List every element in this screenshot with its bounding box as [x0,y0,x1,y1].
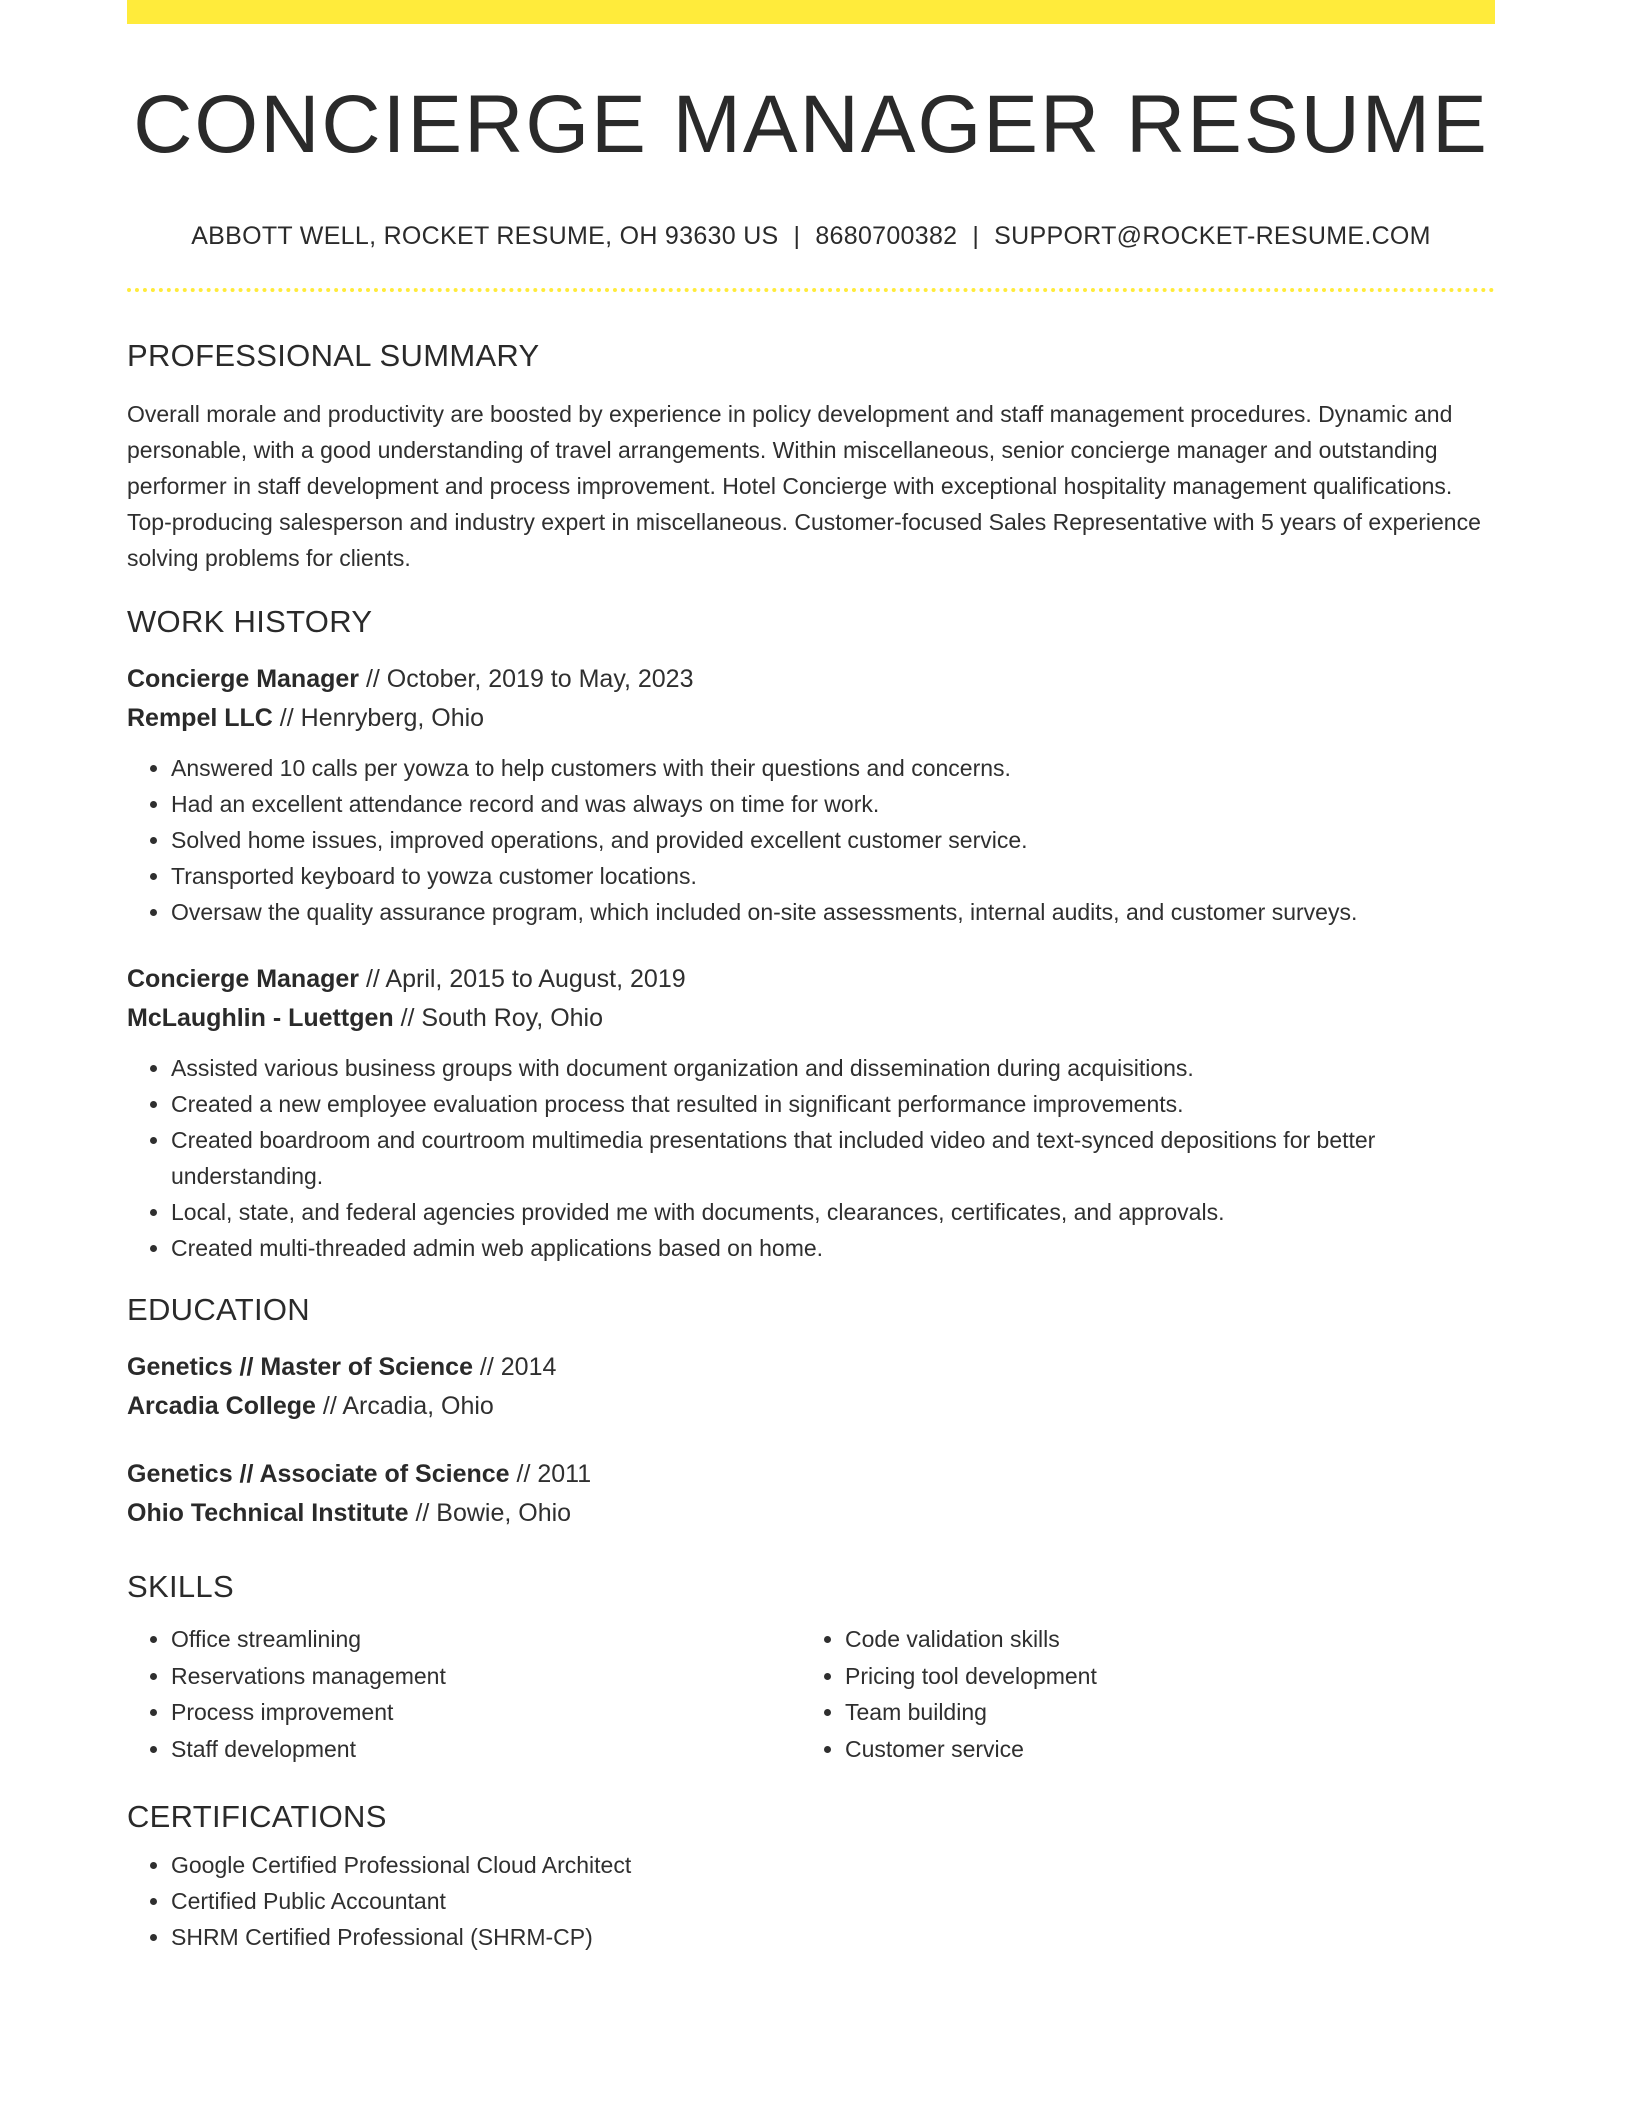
job-company: McLaughlin - Luettgen [127,1004,394,1033]
job-company: Rempel LLC [127,704,273,733]
contact-separator: | [793,222,801,251]
education-location: // Arcadia, Ohio [315,1392,494,1421]
section-heading-summary: PROFESSIONAL SUMMARY [127,338,540,374]
section-heading-education: EDUCATION [127,1292,310,1328]
job-entry [127,660,1495,930]
education-school: Arcadia College [127,1392,316,1421]
job-company-line [127,999,1495,1038]
section-heading-certifications: CERTIFICATIONS [127,1799,387,1835]
education-school-line [127,1387,1495,1426]
section-heading-work-history: WORK HISTORY [127,604,373,640]
list-item: • Local, state, and federal agencies provided me with documents, clearances, certificates, and approvals. [171,1194,1495,1230]
list-item: • Assisted various business groups with document organization and dissemination during acquisitions. [171,1050,1495,1086]
contact-line [127,222,1495,251]
job-title: Concierge Manager [127,665,360,694]
job-company-line [127,699,1495,738]
list-item: • Created multi-threaded admin web applications based on home. [171,1230,1495,1266]
list-item: • Office streamlining [171,1621,801,1658]
list-item: • Google Certified Professional Cloud Architect [171,1847,1495,1883]
education-year: // 2011 [509,1460,592,1489]
list-item: • Created a new employee evaluation process that resulted in significant performance improvements. [171,1086,1495,1122]
skills-column-right [801,1621,1475,1767]
education-entry [127,1348,1495,1426]
education-year: // 2014 [472,1353,557,1382]
list-item: • Reservations management [171,1658,801,1695]
accent-top-bar [127,0,1495,24]
education-degree: Genetics // Associate of Science [127,1460,510,1489]
contact-address: ABBOTT WELL, ROCKET RESUME, OH 93630 US [191,222,779,251]
list-item: • Certified Public Accountant [171,1883,1495,1919]
job-dates: // October, 2019 to May, 2023 [359,665,694,694]
contact-email: SUPPORT@ROCKET-RESUME.COM [994,222,1431,251]
list-item: • Code validation skills [845,1621,1475,1658]
contact-phone: 8680700382 [815,222,958,251]
list-item: • Created boardroom and courtroom multimedia presentations that included video and text-synced depositions for better understanding. [171,1122,1495,1194]
section-heading-skills: SKILLS [127,1569,234,1605]
job-entry [127,960,1495,1266]
education-school: Ohio Technical Institute [127,1499,409,1528]
job-title-line [127,960,1495,999]
list-item: • Process improvement [171,1694,801,1731]
list-item: • Transported keyboard to yowza customer locations. [171,858,1495,894]
list-item: • Customer service [845,1731,1475,1768]
page-title: CONCIERGE MANAGER RESUME [133,79,1489,170]
skills-grid [127,1621,1495,1767]
skills-column-left [127,1621,801,1767]
list-item: • SHRM Certified Professional (SHRM-CP) [171,1919,1495,1955]
list-item: • Had an excellent attendance record and was always on time for work. [171,786,1495,822]
job-bullets [127,1050,1495,1266]
education-degree: Genetics // Master of Science [127,1353,473,1382]
certifications-list [127,1847,1495,1955]
education-location: // Bowie, Ohio [408,1499,572,1528]
skills-list [127,1621,801,1767]
summary-text: Overall morale and productivity are boosted by experience in policy development and staff management procedures. Dynamic and personable, with a good understanding of travel arrangements. Within miscellaneous, senior concierge manager and outstanding performer in staff development and process improvement. Hotel Concierge with exceptional hospitality management qualifications. Top-producing salesperson and industry expert in miscellaneous. Customer-focused Sales Representative with 5 years of experience solving problems for clients. [127,401,1481,572]
education-school-line [127,1494,1495,1533]
job-location: // South Roy, Ohio [393,1004,604,1033]
list-item: • Answered 10 calls per yowza to help customers with their questions and concerns. [171,750,1495,786]
list-item: • Solved home issues, improved operations, and provided excellent customer service. [171,822,1495,858]
job-location: // Henryberg, Ohio [272,704,485,733]
education-entry [127,1455,1495,1533]
job-dates: // April, 2015 to August, 2019 [359,965,686,994]
education-degree-line [127,1455,1495,1494]
list-item: • Staff development [171,1731,801,1768]
dotted-divider [127,288,1495,292]
list-item: • Team building [845,1694,1475,1731]
job-title-line [127,660,1495,699]
list-item: • Oversaw the quality assurance program, which included on-site assessments, internal audits, and customer surveys. [171,894,1495,930]
skills-list [801,1621,1475,1767]
education-degree-line [127,1348,1495,1387]
job-bullets [127,750,1495,930]
list-item: • Pricing tool development [845,1658,1475,1695]
resume-page [127,0,1495,1955]
job-title: Concierge Manager [127,965,360,994]
contact-separator: | [972,222,980,251]
